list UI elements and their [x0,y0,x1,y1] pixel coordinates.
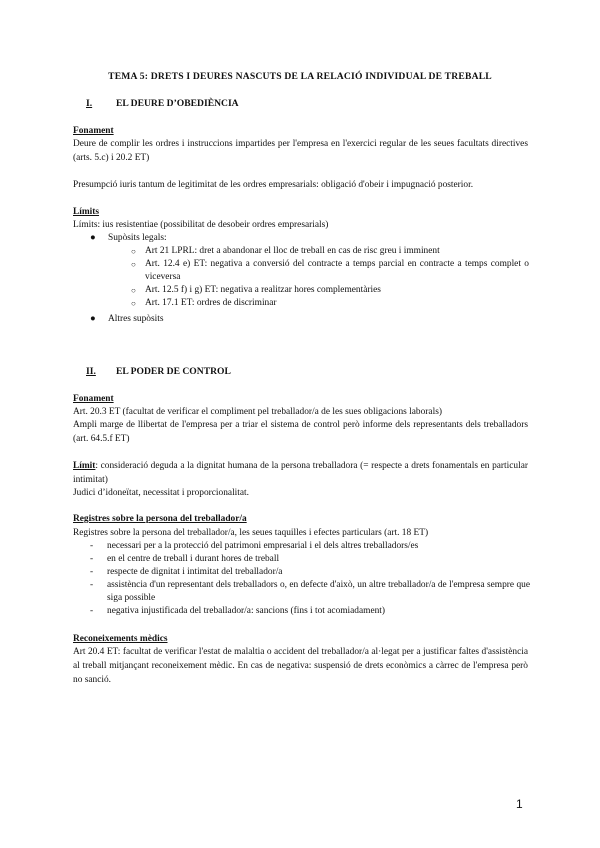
list-item: - respecte de dignitat i intimitat del treballador/a [90,567,283,577]
limit-label: Límit [73,461,96,471]
document-title: TEMA 5: DRETS I DEURES NASCUTS DE LA RELACIÓ INDIVIDUAL DE TREBALL [108,71,492,82]
limits-label: Límits [73,207,100,217]
list-item: - necessari per a la protecció del patrimoni empresarial i el dels altres treballadors/es [90,541,419,551]
registres-label: Registres sobre la persona del treballador/a [73,514,247,524]
reconeixements-label: Reconeixements mèdics [73,634,168,644]
supsits-sublist [131,245,529,310]
dash-bullet-icon: - [90,606,94,616]
list-item: ○ Art. 17.1 ET: ordres de discriminar [131,298,277,308]
reconeixements-text: Art 20.4 ET: facultat de verificar l'estat de malaltia o accident del treballador/a al·legat per a justificar faltes d'assistència al treball mitjançant reconeixement mèdic. En cas de negativa: suspensió de drets econòmics a càrrec de l'empresa però no sanció. [73,647,528,685]
fonament-2-line1: Art. 20.3 ET (facultat de verificar el compliment pel treballador/a de les sues obligacions laborals) [73,407,442,417]
limit-text: : consideració deguda a la dignitat humana de la persona treballadora (= respecte a drets fonamentals en particular intimitat) [73,461,528,485]
list-item: ○ Art 21 LPRL: dret a abandonar el lloc de treball en cas de risc greu i imminent [131,246,440,256]
page-number: 1 [516,797,523,811]
section-2-heading [86,366,231,377]
fonament-1-label: Fonament [73,126,114,136]
list-item: - assistència d'un representant dels treballadors o, en defecte d'això, un altre treballador/a de l'empresa sempre que siga possible [90,580,530,603]
circle-bullet-icon: ○ [131,299,136,308]
circle-bullet-icon: ○ [131,286,136,295]
bullet-dot-icon: ● [90,314,96,324]
dash-bullet-icon: - [90,580,94,590]
limit-paragraph [73,459,528,487]
section-2-title: EL PODER DE CONTROL [116,366,231,377]
judici-text: Judici d’idoneïtat, necessitat i proporcionalitat. [73,488,249,498]
section-1-title: EL DEURE D’OBEDIÈNCIA [116,98,239,109]
limits-bullet-list-a [90,232,530,245]
fonament-2-heading [73,392,528,406]
limits-text: Límits: ius resistentiae (possibilitat de desobeir ordres empresarials) [73,220,329,230]
registres-text: Registres sobre la persona del treballador/a, les seues taquilles i efectes particulars (art. 18 ET) [73,528,429,538]
fonament-1-text: Deure de complir les ordres i instruccions impartides per l'empresa en l'exercici regular de les seues facultats directives (arts. 5.c) i 20.2 ET) [73,139,528,163]
limits-heading [73,205,528,219]
section-2-number: II. [86,366,96,377]
registres-heading [73,512,528,526]
dash-bullet-icon: - [90,554,94,564]
section-1-heading [86,98,239,109]
list-item: - negativa injustificada del treballador/a: sancions (fins i tot acomiadament) [90,606,386,616]
reconeixements-heading [73,632,528,646]
dash-bullet-icon: - [90,541,94,551]
list-item: ● Altres supòsits [90,314,164,324]
section-1-number: I. [86,98,93,109]
registres-dash-list [90,540,530,618]
list-item: ● Supòsits legals: [90,233,167,243]
fonament-1-heading [73,124,528,138]
list-item: ○ Art. 12.5 f) i g) ET: negativa a realitzar hores complementàries [131,285,381,295]
list-item: ○ Art. 12.4 e) ET: negativa a conversió del contracte a temps parcial en contracte a temps complet o viceversa [131,259,529,282]
circle-bullet-icon: ○ [131,260,136,269]
circle-bullet-icon: ○ [131,247,136,256]
list-item: - en el centre de treball i durant hores de treball [90,554,280,564]
presumpcio-text: Presumpció iuris tantum de legitimitat de les ordres empresarials: obligació d'obeir i impugnació posterior. [73,180,474,190]
bullet-dot-icon: ● [90,233,96,243]
fonament-2-label: Fonament [73,394,114,404]
fonament-2-line2: Ampli marge de llibertat de l'empresa per a triar el sistema de control però informe dels representants dels treballadors (art. 64.5.f ET) [73,420,528,444]
limits-bullet-list-b [90,313,530,326]
dash-bullet-icon: - [90,567,94,577]
